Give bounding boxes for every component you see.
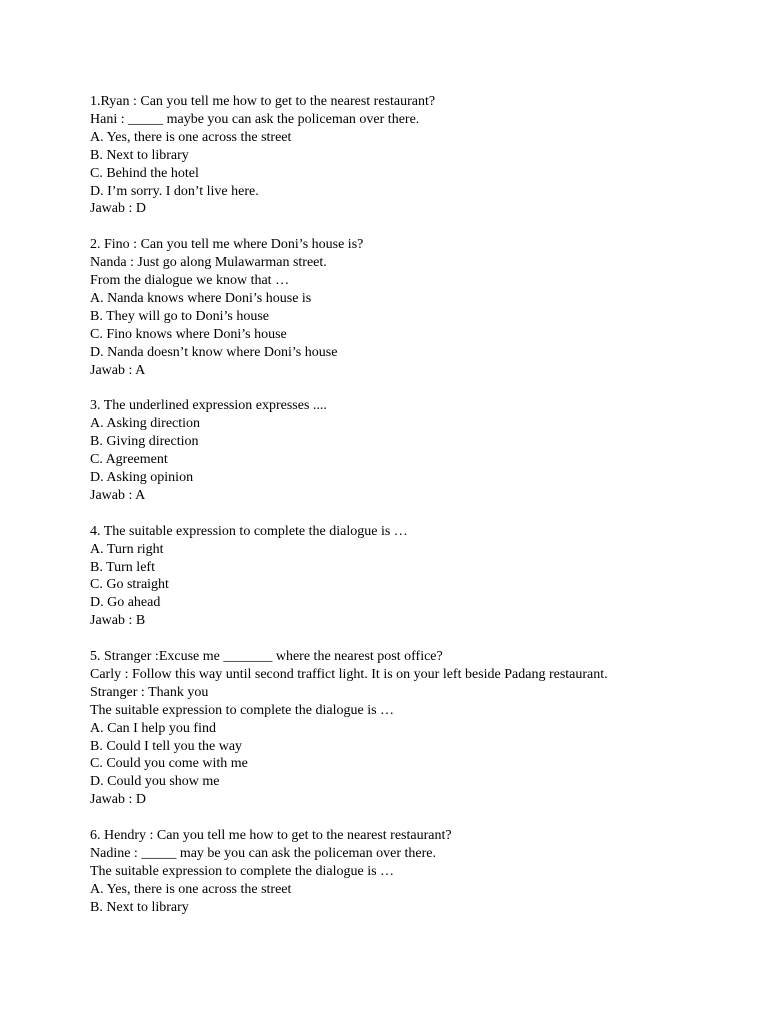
question-5-answer: Jawab : D — [90, 792, 146, 808]
question-3-option-b: B. Giving direction — [90, 434, 199, 450]
question-2-stem: From the dialogue we know that … — [90, 273, 290, 289]
question-6 — [90, 827, 750, 917]
question-2-option-d: D. Nanda doesn’t know where Doni’s house — [90, 344, 338, 360]
question-4-option-c: C. Go straight — [90, 577, 169, 593]
question-5-option-d: D. Could you show me — [90, 774, 220, 790]
question-1-option-d: D. I’m sorry. I don’t live here. — [90, 183, 259, 199]
question-3-option-c: C. Agreement — [90, 452, 168, 468]
question-1-option-c: C. Behind the hotel — [90, 165, 199, 181]
question-5-dialogue-reply: Stranger : Thank you — [90, 684, 209, 700]
question-5-stem: The suitable expression to complete the dialogue is … — [90, 702, 395, 718]
question-5-prompt: 5. Stranger :Excuse me _______ where the nearest post office? — [90, 649, 443, 665]
question-2-option-b: B. They will go to Doni’s house — [90, 308, 270, 324]
question-1-option-a: A. Yes, there is one across the street — [90, 129, 292, 145]
question-5-option-c: C. Could you come with me — [90, 756, 248, 772]
question-1-prompt: 1.Ryan : Can you tell me how to get to the nearest restaurant? — [90, 94, 436, 109]
question-4-option-b: B. Turn left — [90, 559, 155, 575]
question-6-prompt: 6. Hendry : Can you tell me how to get to the nearest restaurant? — [90, 828, 452, 844]
question-1 — [90, 93, 750, 218]
question-1-answer: Jawab : D — [90, 201, 146, 217]
question-4-prompt: 4. The suitable expression to complete the dialogue is … — [90, 523, 408, 539]
question-3-prompt: 3. The underlined expression expresses .... — [90, 398, 327, 414]
question-3-answer: Jawab : A — [90, 487, 146, 503]
question-2-dialogue: Nanda : Just go along Mulawarman street. — [90, 255, 327, 271]
question-5-option-b: B. Could I tell you the way — [90, 738, 243, 754]
question-5-option-a: A. Can I help you find — [90, 720, 216, 736]
question-1-option-b: B. Next to library — [90, 147, 189, 163]
question-2-answer: Jawab : A — [90, 362, 146, 378]
question-4 — [90, 523, 750, 630]
question-3 — [90, 397, 750, 504]
question-3-option-a: A. Asking direction — [90, 416, 201, 432]
question-6-stem: The suitable expression to complete the dialogue is … — [90, 863, 395, 879]
question-6-option-a: A. Yes, there is one across the street — [90, 881, 292, 897]
question-6-dialogue: Nadine : _____ may be you can ask the policeman over there. — [90, 845, 436, 861]
question-1-dialogue: Hani : _____ maybe you can ask the policeman over there. — [90, 111, 420, 127]
question-4-option-a: A. Turn right — [90, 541, 164, 557]
question-4-option-d: D. Go ahead — [90, 595, 161, 611]
document-page — [90, 93, 750, 935]
question-2-prompt: 2. Fino : Can you tell me where Doni’s house is? — [90, 237, 364, 253]
question-4-answer: Jawab : B — [90, 613, 146, 629]
question-3-option-d: D. Asking opinion — [90, 470, 194, 485]
question-5-dialogue: Carly : Follow this way until second traffict light. It is on your left beside Padang restaurant. — [90, 666, 608, 682]
question-5 — [90, 648, 750, 809]
question-2-option-c: C. Fino knows where Doni’s house — [90, 326, 287, 342]
question-6-option-b: B. Next to library — [90, 899, 189, 915]
question-2 — [90, 236, 750, 379]
question-2-option-a: A. Nanda knows where Doni’s house is — [90, 290, 312, 306]
